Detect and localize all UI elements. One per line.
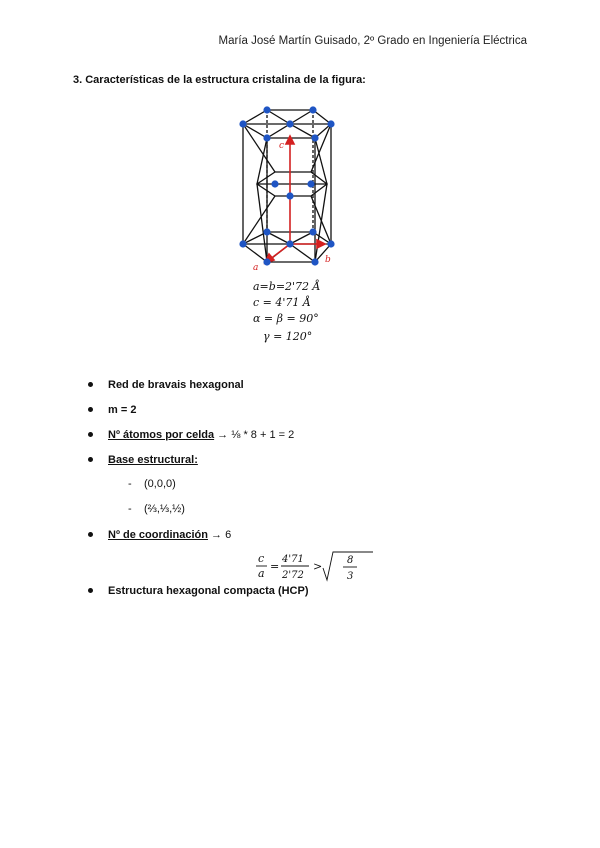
vector-b-label: b	[325, 255, 331, 265]
formula-num: 4'71	[282, 554, 304, 565]
list-item-m: m = 2	[88, 403, 528, 417]
formula-c: c	[258, 552, 265, 565]
atomos-label: Nº átomos por celda	[108, 429, 215, 441]
dash-icon: -	[128, 478, 132, 490]
formula-a: a	[258, 567, 265, 580]
list-item-hcp: Estructura hexagonal compacta (HCP)	[88, 584, 528, 598]
list-item-coord	[88, 528, 528, 542]
bullet-icon	[88, 532, 93, 537]
bullet-icon	[88, 432, 93, 437]
bullet-icon	[88, 457, 93, 462]
dash-icon: -	[128, 503, 132, 515]
param-alpha-beta: α = β = 90°	[253, 312, 319, 325]
param-ab: a=b=2'72 Å	[253, 280, 321, 293]
bullet-icon	[88, 588, 93, 593]
page-header: María José Martín Guisado, 2º Grado en Ingeniería Eléctrica	[218, 35, 527, 47]
base-item: - (0,0,0)	[128, 478, 176, 490]
formula-rden: 3	[347, 571, 354, 582]
coord-label: Nº de coordinación	[108, 529, 208, 541]
vector-c-label: c	[279, 141, 285, 151]
formula-rnum: 8	[347, 555, 354, 566]
list-item-atomos	[88, 428, 528, 442]
bullet-icon	[88, 382, 93, 387]
atomos-value: → ⅛ * 8 + 1 = 2	[214, 429, 295, 441]
crystal-structure-figure	[235, 100, 375, 350]
list-item-base: Base estructural:	[88, 453, 528, 467]
base-item: - (⅔,⅓,½)	[128, 503, 185, 515]
list-item-base-sub	[88, 477, 528, 516]
formula-den: 2'72	[282, 570, 304, 581]
param-c: c = 4'71 Å	[253, 296, 311, 309]
bullet-icon	[88, 407, 93, 412]
question-title: 3. Características de la estructura cristalina de la figura:	[73, 74, 366, 86]
coordination-formula	[255, 550, 375, 584]
param-gamma: γ = 120°	[263, 330, 313, 343]
svg-text:=: =	[270, 560, 280, 573]
list-item-red: Red de bravais hexagonal	[88, 378, 528, 392]
vector-a-label: a	[253, 263, 259, 273]
formula-rel: >	[313, 560, 323, 573]
coord-value: → 6	[207, 529, 232, 541]
